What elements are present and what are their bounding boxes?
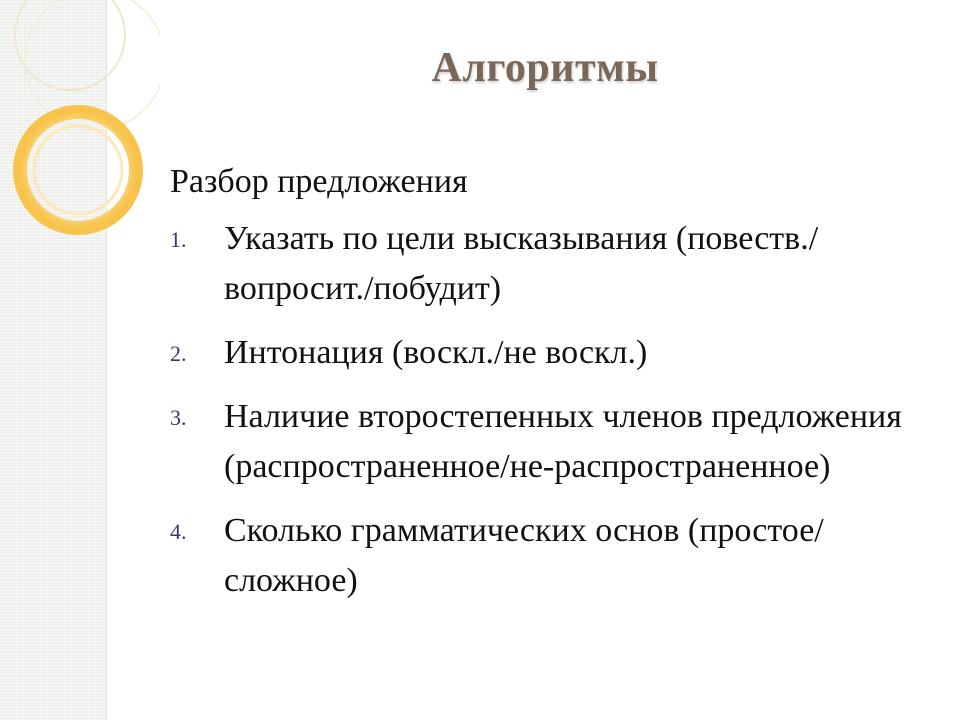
list-item-text: Сколько грамматических основ (простое/сложное) bbox=[224, 512, 824, 599]
decorative-rings-graphic bbox=[0, 0, 160, 260]
list-item bbox=[170, 506, 910, 606]
list-item-text: Наличие второстепенных членов предложения (распространенное/не-распространенное) bbox=[224, 398, 902, 485]
slide-title: Алгоритмы bbox=[431, 45, 659, 91]
list-item bbox=[170, 328, 910, 378]
list-item-text: Интонация (воскл./не воскл.) bbox=[224, 334, 648, 371]
slide-body bbox=[170, 160, 910, 620]
list-item-text: Указать по цели высказывания (повеств./вопросит./побудит) bbox=[224, 220, 819, 307]
section-heading: Разбор предложения bbox=[170, 163, 468, 200]
list-item bbox=[170, 214, 910, 314]
list-item-number: 1. bbox=[170, 227, 187, 252]
list-item-number: 3. bbox=[170, 405, 187, 430]
list-item-number: 4. bbox=[170, 519, 187, 544]
list-item bbox=[170, 392, 910, 492]
list-item-number: 2. bbox=[170, 341, 187, 366]
